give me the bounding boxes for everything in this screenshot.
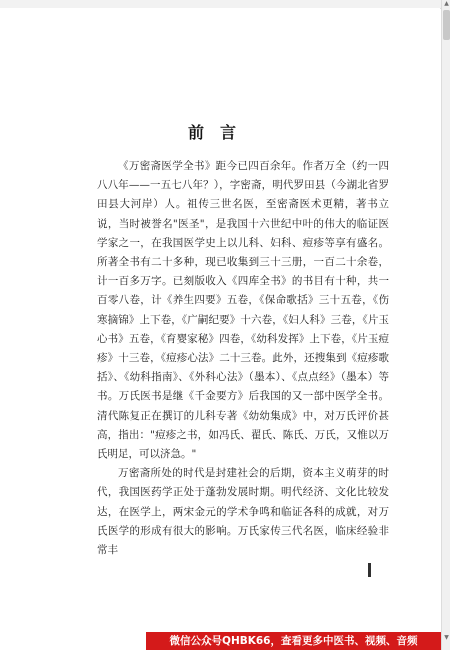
document-page (0, 8, 440, 628)
page-title: 前言 (187, 123, 252, 142)
paragraph-1: 《万密斋医学全书》距今已四百余年。作者万全（约一四八八年——一五七八年？），字密斋，明代罗田县（今湖北省罗田县大河岸）人。祖传三世名医，至密斋医术更精，著书立说，当时被誉名"医圣"，是我国十六世纪中叶的伟大的临证医学家之一，在我国医学史上以儿科、妇科、痘疹等享有盛名。所著全书有二十多种，现已收集到三十三册，一百二十余卷，计一百多万字。已刻版收入《四库全书》的书目有十种，共一百零八卷，计《养生四要》五卷，《保命歌括》三十五卷，《伤寒摘锦》上下卷，《广嗣纪要》十六卷，《妇人科》三卷，《片玉心书》五卷，《育婴家秘》四卷，《幼科发挥》上下卷，《片玉痘疹》十三卷，《痘疹心法》二十三卷。此外，还搜集到《痘疹歌括》、《幼科指南》、《外科心法》（墨本）、《点点经》（墨本）等书。万氏医书是继《千金要方》后我国的又一部中医学全书。清代陈复正在撰订的儿科专著《幼幼集成》中，对万氏评价甚高，指出："痘疹之书，如冯氏、翟氏、陈氏、万氏，又惟以万氏明足，可以济急。" (97, 160, 389, 461)
scrollbar-thumb[interactable] (443, 10, 450, 40)
scroll-down-icon[interactable]: ▼ (444, 634, 449, 641)
paragraph-2: 万密斋所处的时代是封建社会的后期，资本主义萌芽的时代，我国医药学正处于蓬勃发展时期。明代经济、文化比较发达，在医学上，两宋金元的学术争鸣和临证各科的成就，对万氏医学的形成有很大的影响。万氏家传三代名医，临床经验非常丰 (97, 467, 389, 557)
body-text (97, 157, 389, 560)
page-mark (368, 563, 371, 577)
vertical-scrollbar[interactable] (441, 0, 450, 650)
scroll-up-icon[interactable]: ▲ (444, 0, 449, 7)
promo-banner: 微信公众号QHBK66，查看更多中医书、视频、音频 (146, 632, 441, 650)
